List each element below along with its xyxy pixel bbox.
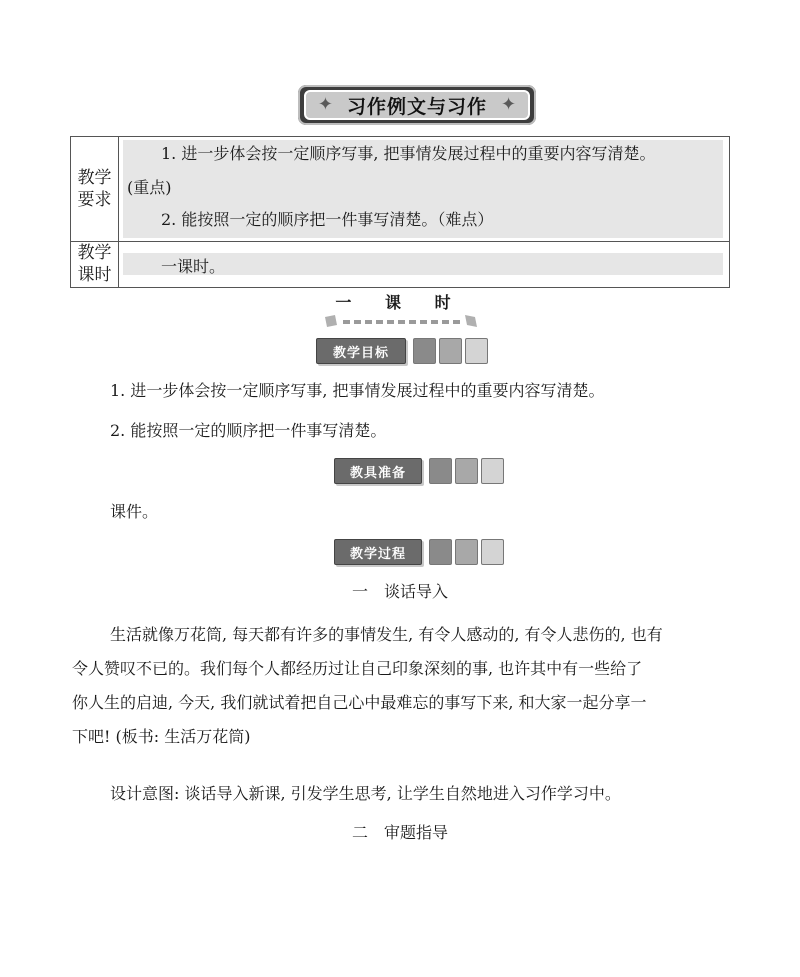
title-banner <box>298 85 536 125</box>
paragraph-line-3: 你人生的启迪, 今天, 我们就试着把自己心中最难忘的事写下来, 和大家一起分享一 <box>72 693 647 712</box>
paragraph-line-1: 生活就像万花筒, 每天都有许多的事情发生, 有令人感动的, 有令人悲伤的, 也有 <box>110 625 663 644</box>
table-label-hours: 教学课时 <box>71 241 119 287</box>
goal-item-2: 2. 能按照一定的顺序把一件事写清楚。 <box>110 421 387 440</box>
chip-square-dark <box>429 458 452 484</box>
goals-heading-group <box>316 338 488 364</box>
chip-square-dark <box>413 338 436 364</box>
goal-item-1: 1. 进一步体会按一定顺序写事, 把事情发展过程中的重要内容写清楚。 <box>110 381 605 400</box>
decorative-dash-bar <box>325 315 477 327</box>
design-intent: 设计意图: 谈话导入新课, 引发学生思考, 让学生自然地进入习作学习中。 <box>110 784 621 803</box>
materials-text: 课件。 <box>110 502 159 521</box>
table-row-requirements <box>71 137 729 242</box>
chip-square-light <box>481 539 504 565</box>
process-heading: 教学过程 <box>334 539 422 565</box>
chip-square-light <box>481 458 504 484</box>
lesson-title: 一 课 时 <box>335 293 465 312</box>
paragraph-line-4: 下吧! (板书: 生活万花筒) <box>72 727 251 746</box>
chip-square-mid <box>439 338 462 364</box>
star-right-icon: ✦ <box>501 94 517 115</box>
section-2-title: 二 审题指导 <box>351 823 448 842</box>
page-title: 习作例文与习作 <box>346 95 487 118</box>
materials-heading-group <box>334 458 504 484</box>
star-left-icon: ✦ <box>317 94 333 115</box>
requirement-line-1: 1. 进一步体会按一定顺序写事, 把事情发展过程中的重要内容写清楚。 <box>161 144 656 163</box>
chip-square-mid <box>455 539 478 565</box>
chip-square-dark <box>429 539 452 565</box>
table-label-requirements: 教学要求 <box>71 137 119 241</box>
process-heading-group <box>334 539 504 565</box>
chip-square-mid <box>455 458 478 484</box>
requirement-line-2: 2. 能按照一定的顺序把一件事写清楚。（难点） <box>161 210 494 229</box>
requirements-table <box>70 136 730 288</box>
hours-value: 一课时。 <box>161 257 226 276</box>
chip-square-light <box>465 338 488 364</box>
materials-heading: 教具准备 <box>334 458 422 484</box>
goals-heading: 教学目标 <box>316 338 406 364</box>
requirement-line-1-note: (重点) <box>127 178 172 197</box>
title-banner-inner <box>304 90 530 120</box>
section-1-title: 一 谈话导入 <box>351 582 448 601</box>
table-row-hours <box>71 241 729 287</box>
paragraph-line-2: 令人赞叹不已的。我们每个人都经历过让自己印象深刻的事, 也许其中有一些给了 <box>72 659 643 678</box>
